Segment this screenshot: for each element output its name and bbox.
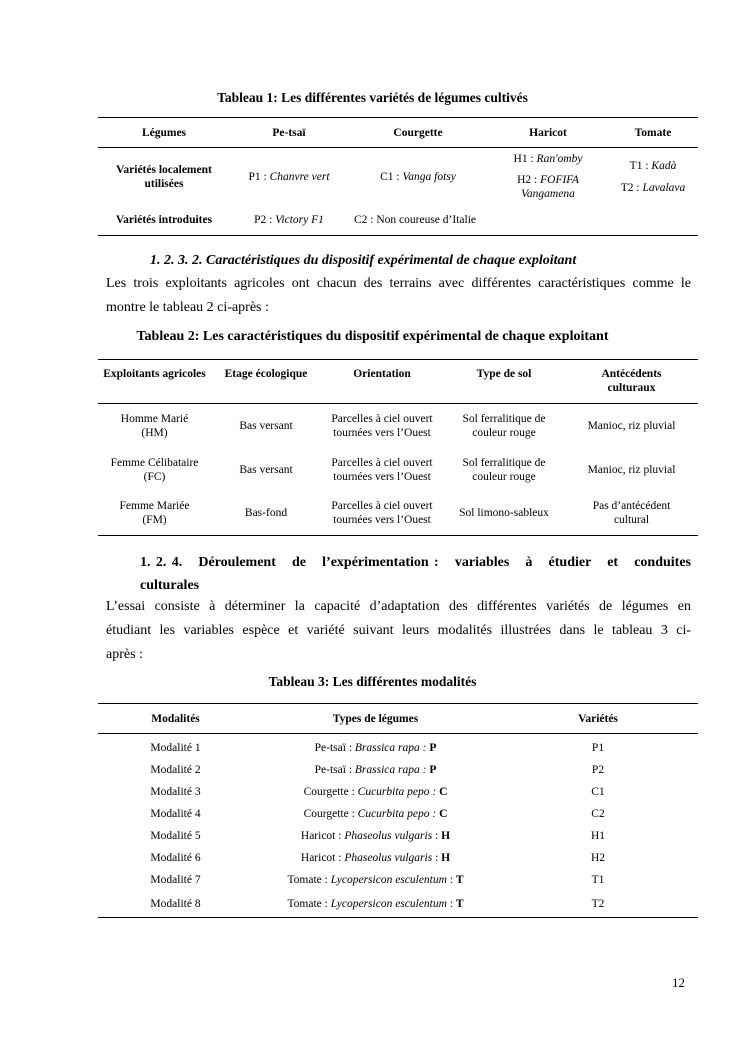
table2-cell: Manioc, riz pluvial xyxy=(587,463,676,476)
table1-cell: P1 : Chanvre vert xyxy=(248,170,330,183)
table1-caption: Tableau 1: Les différentes variétés de légumes cultivés xyxy=(217,90,528,105)
table2-cell: Parcelles à ciel ouvert tournées vers l’Ouest xyxy=(331,500,433,527)
table1-header-courgette: Courgette xyxy=(393,126,443,139)
table3-row xyxy=(98,759,698,781)
table3-cell-modalite: Modalité 8 xyxy=(150,897,201,910)
table2-cell: Bas-fond xyxy=(244,507,288,520)
table1-header-legumes: Légumes xyxy=(141,126,187,139)
table2-row xyxy=(98,404,698,448)
table1-row-intro xyxy=(98,206,698,236)
section-heading-1-2-4: 1. 2. 4. Déroulement de l’expérimentation : variables à étudier et conduites culturales xyxy=(140,555,691,593)
table1-header-tomate: Tomate xyxy=(634,126,672,139)
table3-cell-type: Haricot : Phaseolus vulgaris : H xyxy=(300,830,451,842)
table3 xyxy=(98,703,698,740)
table3-header-types: Types de légumes xyxy=(332,712,419,725)
table3-cell-type: Pe-tsaï : Brassica rapa : P xyxy=(314,764,437,776)
table1-row-local-label: Variétés localement utilisées xyxy=(116,163,212,190)
table3-cell-variete: C1 xyxy=(591,786,605,798)
table3-cell-variete: T1 xyxy=(591,874,605,886)
table3-row xyxy=(98,803,698,825)
table3-row xyxy=(98,825,698,847)
table2-header-exploitants: Exploitants agricoles xyxy=(103,368,206,380)
table1-cell xyxy=(488,206,608,236)
table3-cell-modalite: Modalité 4 xyxy=(150,808,201,820)
table2-cell: Femme Mariée (FM) xyxy=(119,500,190,527)
table3-cell-modalite: Modalité 1 xyxy=(150,742,201,754)
table3-cell-type: Tomate : Lycopersicon esculentum : T xyxy=(287,897,464,910)
table1-cell: C1 : Vanga fotsy xyxy=(380,170,456,183)
table3-cell-variete: H2 xyxy=(590,852,606,864)
table3-cell-variete: H1 xyxy=(590,830,606,842)
table1-row-local xyxy=(98,148,698,206)
table1-cell: T1 : Kadà T2 : Lavalava xyxy=(620,159,686,194)
table1 xyxy=(98,117,698,236)
table3-caption: Tableau 3: Les différentes modalités xyxy=(268,674,477,689)
table2-cell: Sol limono-sableux xyxy=(459,507,549,520)
table2-header-row xyxy=(98,360,698,404)
table1-header-haricot: Haricot xyxy=(529,126,567,139)
table3-body xyxy=(98,737,698,918)
table2-cell: Parcelles à ciel ouvert tournées vers l’Ouest xyxy=(331,456,433,483)
table3-cell-type: Courgette : Cucurbita pepo : C xyxy=(303,808,448,820)
table2-cell: Sol ferralitique de couleur rouge xyxy=(462,412,546,439)
table3-cell-variete: T2 xyxy=(591,897,605,910)
table3-cell-type: Pe-tsaï : Brassica rapa : P xyxy=(314,742,437,754)
table2-cell: Pas d’antécédent cultural xyxy=(592,500,671,527)
table2-header-orientation: Orientation xyxy=(353,368,411,380)
table2-header-etage: Etage écologique xyxy=(224,368,308,380)
table3-header-modalites: Modalités xyxy=(151,712,200,725)
table3-row xyxy=(98,891,698,917)
section2-paragraph: L’essai consiste à déterminer la capacité d’adaptation des différentes variétés de légumes en étudiant les variables espèce et variété suivant leurs modalités illustrées dans le tableau 3 ci- après : xyxy=(106,599,691,662)
table1-cell: H1 : Ran'omby H2 : FOFIFA Vangamena xyxy=(513,153,583,201)
table1-header-petsai: Pe-tsaï xyxy=(272,126,306,139)
table2-row xyxy=(98,448,698,492)
table2 xyxy=(98,359,698,536)
table2-header-type-sol: Type de sol xyxy=(476,368,532,380)
table3-cell-type: Haricot : Phaseolus vulgaris : H xyxy=(300,852,451,864)
table1-header-row xyxy=(98,118,698,148)
table2-caption: Tableau 2: Les caractéristiques du dispositif expérimental de chaque exploitant xyxy=(136,329,609,344)
table2-header-antecedents: Antécédents culturaux xyxy=(601,368,662,394)
table1-cell xyxy=(608,206,698,236)
section1-paragraph: Les trois exploitants agricoles ont chacun des terrains avec différentes caractéristiques comme le montre le tableau 2 ci-après : xyxy=(106,276,691,315)
table2-cell: Parcelles à ciel ouvert tournées vers l’Ouest xyxy=(331,412,433,439)
table1-cell: C2 : Non coureuse d’Italie xyxy=(354,214,476,227)
table2-cell: Manioc, riz pluvial xyxy=(587,419,676,432)
table3-header-row xyxy=(98,704,698,734)
table3-cell-modalite: Modalité 5 xyxy=(150,830,201,842)
table3-cell-variete: C2 xyxy=(591,808,605,820)
table1-row-intro-label: Variétés introduites xyxy=(115,214,213,227)
table3-header-varietes: Variétés xyxy=(578,712,618,725)
table3-cell-modalite: Modalité 2 xyxy=(150,764,201,776)
table3-row xyxy=(98,869,698,891)
table3-row xyxy=(98,737,698,759)
page-number: 12 xyxy=(672,975,685,990)
table2-row xyxy=(98,492,698,536)
table3-row xyxy=(98,847,698,869)
table3-cell-modalite: Modalité 3 xyxy=(150,786,201,798)
table3-cell-type: Courgette : Cucurbita pepo : C xyxy=(303,786,448,798)
table3-cell-modalite: Modalité 7 xyxy=(150,874,201,886)
table2-cell: Bas versant xyxy=(239,419,293,432)
table2-cell: Femme Célibataire (FC) xyxy=(110,456,199,483)
table3-cell-variete: P2 xyxy=(591,764,605,776)
table3-row xyxy=(98,781,698,803)
table2-cell: Homme Marié (HM) xyxy=(120,412,189,439)
section-heading-1-2-3-2: 1. 2. 3. 2. Caractéristiques du dispositif expérimental de chaque exploitant xyxy=(150,253,577,268)
table3-cell-variete: P1 xyxy=(591,742,605,754)
table3-cell-modalite: Modalité 6 xyxy=(150,852,201,864)
table2-cell: Bas versant xyxy=(239,463,293,476)
table2-cell: Sol ferralitique de couleur rouge xyxy=(462,456,546,483)
table3-cell-type: Tomate : Lycopersicon esculentum : T xyxy=(287,874,464,886)
table1-cell: P2 : Victory F1 xyxy=(254,214,324,227)
